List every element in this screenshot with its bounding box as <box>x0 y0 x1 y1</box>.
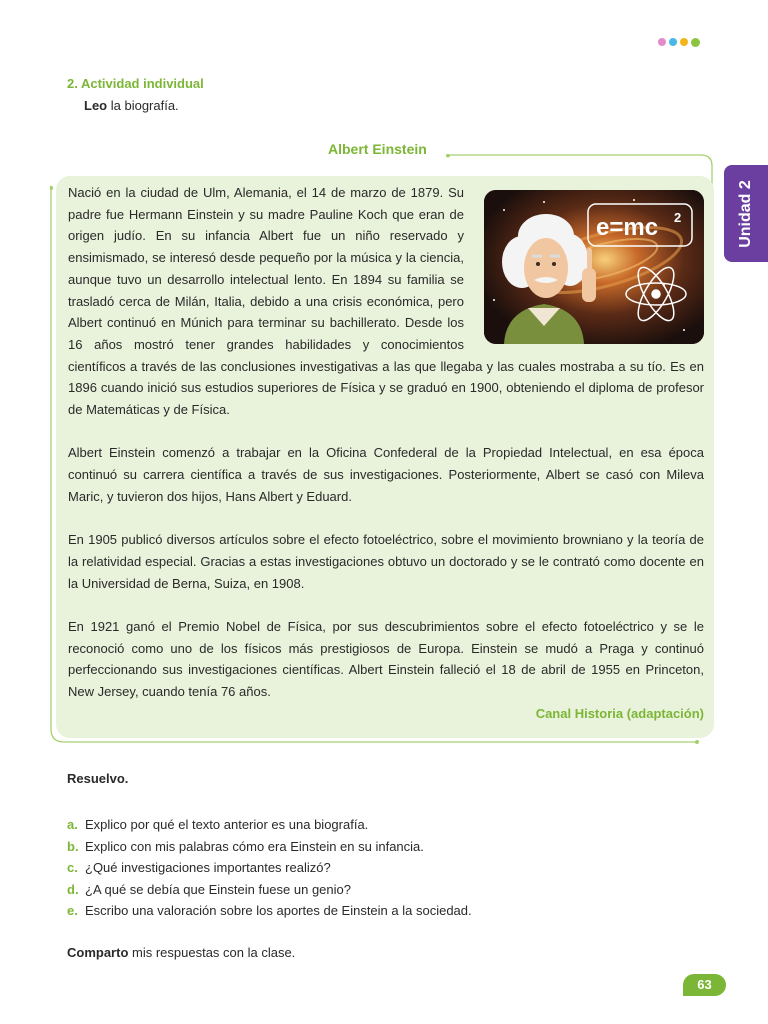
question-list <box>67 814 472 922</box>
formula-text: e=mc <box>596 214 659 241</box>
question-letter: e. <box>67 903 78 919</box>
closing-instruction <box>67 945 295 960</box>
question-text: Explico por qué el texto anterior es una biografía. <box>85 817 369 832</box>
question-item <box>67 836 472 858</box>
biography-source: Canal Historia (adaptación) <box>535 706 704 721</box>
question-item <box>67 900 472 922</box>
biography-text <box>68 182 704 725</box>
unit-tab-label: Unidad 2 <box>737 179 754 248</box>
instruction-verb: Leo <box>84 98 108 113</box>
exercise-heading: Resuelvo. <box>67 771 129 786</box>
header-dots <box>658 38 700 47</box>
question-text: Explico con mis palabras cómo era Einstein en su infancia. <box>85 838 424 854</box>
question-item <box>67 879 472 901</box>
formula-exponent: 2 <box>674 210 682 225</box>
dot-blue <box>669 38 677 46</box>
activity-title: 2. Actividad individual <box>67 76 204 91</box>
page-number: 63 <box>683 974 726 996</box>
question-item <box>67 814 472 836</box>
unit-tab <box>724 165 768 262</box>
closing-verb: Comparto <box>67 945 129 960</box>
biography-paragraph: Nació en la ciudad de Ulm, Alemania, el 14 de marzo de 1879. Su padre fue Hermann Einstein y su madre Pauline Koch que eran de origen judío. En su infancia Albert fue un niño reservado y ensimismado, se interesó desde pequeño por la música y la ciencia, aunque tuvo un desarrollo intelectual lento. En 1894 su familia se trasladó cerca de Milán, Italia, debido a una crisis económica, pero Albert continuó en Múnich para terminar su bachillerato. Desde los 16 años mostró tener grandes habilidades y conocimientos científicos a través de las conclusiones investigativas a las que llegaba y las cuales mostraba a su tío. Es en 1896 cuando inició sus estudios superiores de Física y se graduó en 1900, obteniendo el diploma de profesor de Matemáticas y de Física. <box>68 185 704 418</box>
einstein-illustration <box>484 190 704 344</box>
question-text: Escribo una valoración sobre los aportes de Einstein a la sociedad. <box>85 903 472 919</box>
dot-yellow <box>680 38 688 46</box>
question-item <box>67 857 472 879</box>
instruction-text: la biografía. <box>107 98 179 113</box>
biography-paragraph: Albert Einstein comenzó a trabajar en la Oficina Confederal de la Propiedad Intelectual, en esa época continuó su carrera científica a través de sus investigaciones. Posteriormente, Albert se casó con Mileva Maric, y tuvieron dos hijos, Hans Albert y Eduard. <box>68 445 704 504</box>
biography-paragraph: En 1905 publicó diversos artículos sobre el efecto fotoeléctrico, sobre el movimiento browniano y la teoría de la relatividad especial. Gracias a estas investigaciones obtuvo un doctorado y se le contrató como docente en la Universidad de Berna, Suiza, en 1908. <box>68 532 704 591</box>
activity-instruction <box>84 98 179 113</box>
closing-text: mis respuestas con la clase. <box>128 945 296 960</box>
dot-green <box>691 38 700 47</box>
question-letter: d. <box>67 881 79 897</box>
dot-pink <box>658 38 666 46</box>
question-text: ¿A qué se debía que Einstein fuese un genio? <box>85 881 351 897</box>
question-letter: a. <box>67 817 78 832</box>
question-text: ¿Qué investigaciones importantes realizó? <box>85 860 331 876</box>
question-letter: b. <box>67 838 79 854</box>
biography-paragraph: En 1921 ganó el Premio Nobel de Física, por sus descubrimientos sobre el efecto fotoeléctrico y se le reconoció como uno de los físicos más prestigiosos de Europa. Einstein se mudó a Praga y continuó perfeccionando sus investigaciones científicas. Albert Einstein falleció el 18 de abril de 1955 en Princeton, New Jersey, cuando tenía 76 años. <box>68 619 704 700</box>
biography-title: Albert Einstein <box>328 141 427 157</box>
question-letter: c. <box>67 860 78 876</box>
